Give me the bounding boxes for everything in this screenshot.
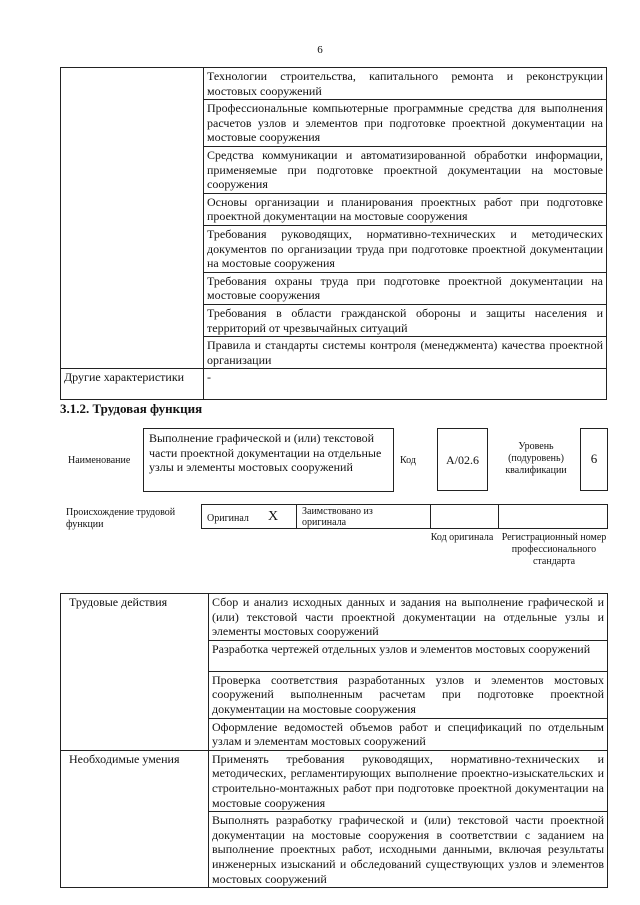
divider — [498, 504, 499, 529]
table-row — [61, 369, 607, 400]
registration-caption: Регистрационный номер профессионального стандарта — [501, 532, 607, 567]
borrowed-label: Заимствовано из оригинала — [302, 506, 373, 528]
table-cell: Основы организации и планирования проектных работ при подготовке проектной документации на мостовые сооружения — [204, 193, 607, 225]
table-cell: Выполнять разработку графической и (или) текстовой части проектной документации на мостовые сооружения в соответствии с заданием на выполнение проектных работ, исходными данными, включая результаты инженерных изысканий и обследований существующих узлов и элементов мостовых сооружений — [209, 812, 608, 888]
table-cell: Профессиональные компьютерные программные средства для выполнения расчетов узлов и элементов при подготовке проектной документации на мостовые сооружения — [204, 100, 607, 147]
code-caption: Код оригинала — [430, 532, 494, 543]
section-heading: 3.1.2. Трудовая функция — [60, 401, 203, 416]
page-number: 6 — [317, 44, 323, 56]
qualification-level: 6 — [580, 428, 608, 491]
table-cell: Правила и стандарты системы контроля (менеджмента) качества проектной организации — [204, 337, 607, 369]
function-name: Выполнение графической и (или) текстовой части проектной документации на отдельные узлы и элементы мостовых сооружений — [143, 428, 394, 492]
table-cell: Средства коммуникации и автоматизированной обработки информации, применяемые при подготовке проектной документации на мостовые сооружения — [204, 146, 607, 193]
divider — [430, 504, 431, 529]
labor-function-table — [60, 593, 608, 888]
table-cell: Требования руководящих, нормативно-технических и методических документов по организации труда при подготовке проектной документации на мостовые сооружения — [204, 225, 607, 272]
knowledge-table — [60, 67, 607, 400]
table-row — [61, 68, 607, 100]
origin-box — [201, 504, 608, 529]
table-cell: Требования в области гражданской обороны и защиты населения и территорий от чрезвычайных ситуаций — [204, 304, 607, 336]
table-label-cell — [61, 68, 204, 369]
name-label: Наименование — [68, 455, 131, 466]
divider — [296, 504, 297, 529]
table-cell: Применять требования руководящих, нормативно-технических и методических, регламентирующих выполнение проектно-изыскательских и строительно-монтажных работ при подготовке проектной документации на мостовые сооружения — [209, 750, 608, 811]
table-cell: Оформление ведомостей объемов работ и спецификаций по отдельным узлам и элементам мостовых сооружений — [209, 718, 608, 750]
table-cell: Разработка чертежей отдельных узлов и элементов мостовых сооружений — [209, 640, 608, 671]
table-cell: Проверка соответствия разработанных узлов и элементов мостовых сооружений выполненным расчетам при подготовке проектной документации на мостовые сооружения — [209, 671, 608, 718]
code-label: Код — [400, 455, 416, 466]
other-characteristics-value: - — [204, 369, 607, 400]
other-characteristics-label: Другие характеристики — [61, 369, 204, 400]
original-mark: X — [268, 509, 279, 524]
labor-actions-label: Трудовые действия — [61, 594, 209, 751]
table-cell: Технологии строительства, капитального ремонта и реконструкции мостовых сооружений — [204, 68, 607, 100]
origin-label: Происхождение трудовой функции — [66, 507, 176, 530]
table-row — [61, 750, 608, 811]
level-label: Уровень (подуровень) квалификации — [505, 441, 567, 476]
table-cell: Сбор и анализ исходных данных и задания на выполнение графической и (или) текстовой части проектной документации на отдельные узлы и элементы мостовых сооружений — [209, 594, 608, 641]
table-row — [61, 594, 608, 641]
function-code: А/02.6 — [437, 428, 488, 491]
required-skills-label: Необходимые умения — [61, 750, 209, 887]
table-cell: Требования охраны труда при подготовке проектной документации на мостовые сооружения — [204, 272, 607, 304]
original-label: Оригинал — [207, 513, 249, 524]
